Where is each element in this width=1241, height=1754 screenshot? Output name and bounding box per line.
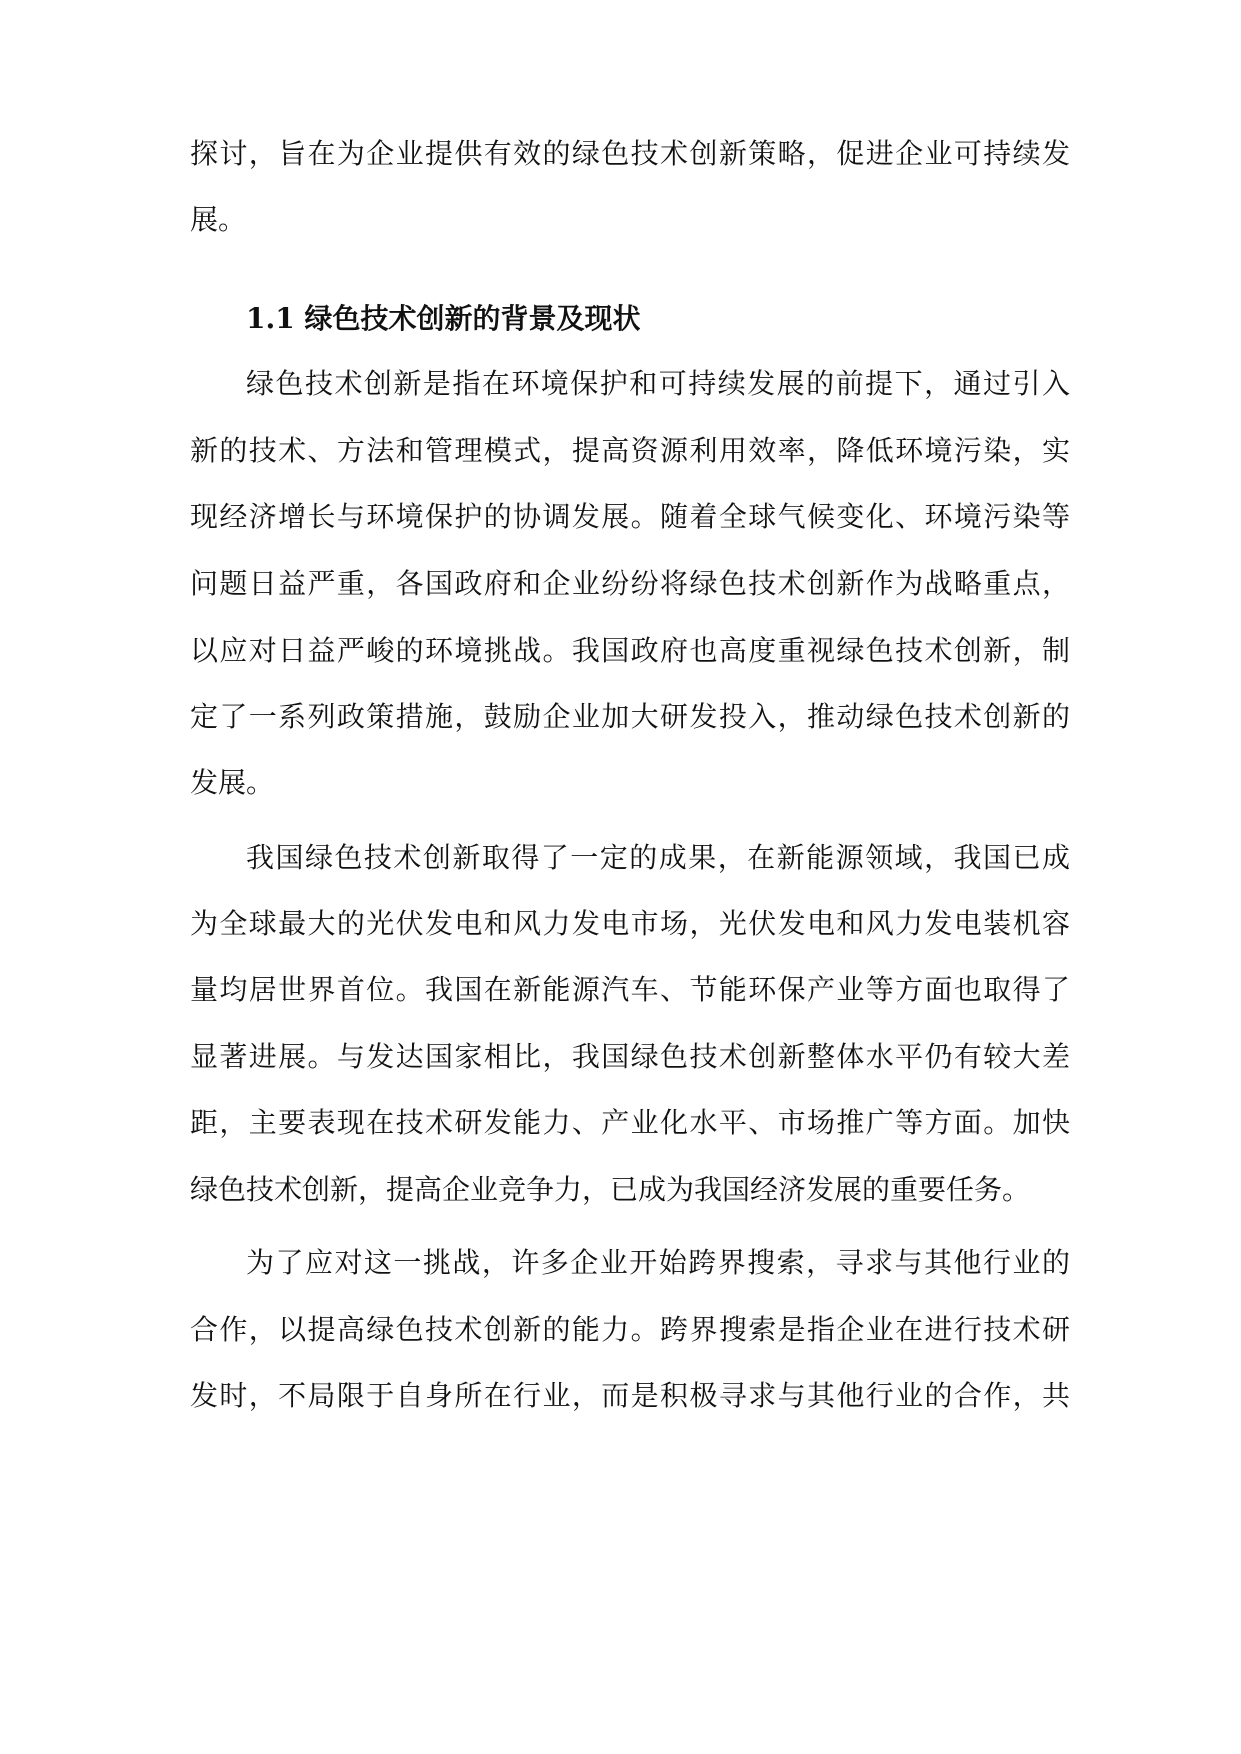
paragraph-line: 现经济增长与环境保护的协调发展。随着全球气候变化、环境污染等 bbox=[190, 500, 1070, 533]
paragraph-line: 量均居世界首位。我国在新能源汽车、节能环保产业等方面也取得了 bbox=[190, 973, 1070, 1006]
paragraph-line: 合作，以提高绿色技术创新的能力。跨界搜索是指企业在进行技术研 bbox=[190, 1313, 1070, 1346]
paragraph-line: 为全球最大的光伏发电和风力发电市场，光伏发电和风力发电装机容 bbox=[190, 907, 1070, 940]
paragraph-line: 我国绿色技术创新取得了一定的成果，在新能源领域，我国已成 bbox=[246, 841, 1070, 874]
section-heading: 1.1 绿色技术创新的背景及现状 bbox=[246, 302, 641, 335]
paragraph-line: 以应对日益严峻的环境挑战。我国政府也高度重视绿色技术创新，制 bbox=[190, 634, 1070, 667]
paragraph-line: 绿色技术创新是指在环境保护和可持续发展的前提下，通过引入 bbox=[246, 367, 1070, 400]
paragraph-line: 距，主要表现在技术研发能力、产业化水平、市场推广等方面。加快 bbox=[190, 1106, 1070, 1139]
paragraph-line: 显著进展。与发达国家相比，我国绿色技术创新整体水平仍有较大差 bbox=[190, 1040, 1070, 1073]
paragraph-line: 为了应对这一挑战，许多企业开始跨界搜索，寻求与其他行业的 bbox=[246, 1246, 1070, 1279]
paragraph-line: 发时，不局限于自身所在行业，而是积极寻求与其他行业的合作，共 bbox=[190, 1379, 1070, 1412]
paragraph-line: 绿色技术创新，提高企业竞争力，已成为我国经济发展的重要任务。 bbox=[190, 1173, 1031, 1206]
paragraph-line: 发展。 bbox=[190, 766, 275, 799]
paragraph-line: 展。 bbox=[190, 203, 247, 236]
paragraph-line: 定了一系列政策措施，鼓励企业加大研发投入，推动绿色技术创新的 bbox=[190, 700, 1070, 733]
paragraph-line: 问题日益严重，各国政府和企业纷纷将绿色技术创新作为战略重点， bbox=[190, 567, 1070, 600]
paragraph-line: 探讨，旨在为企业提供有效的绿色技术创新策略，促进企业可持续发 bbox=[190, 137, 1070, 170]
paragraph-line: 新的技术、方法和管理模式，提高资源利用效率，降低环境污染，实 bbox=[190, 434, 1070, 467]
